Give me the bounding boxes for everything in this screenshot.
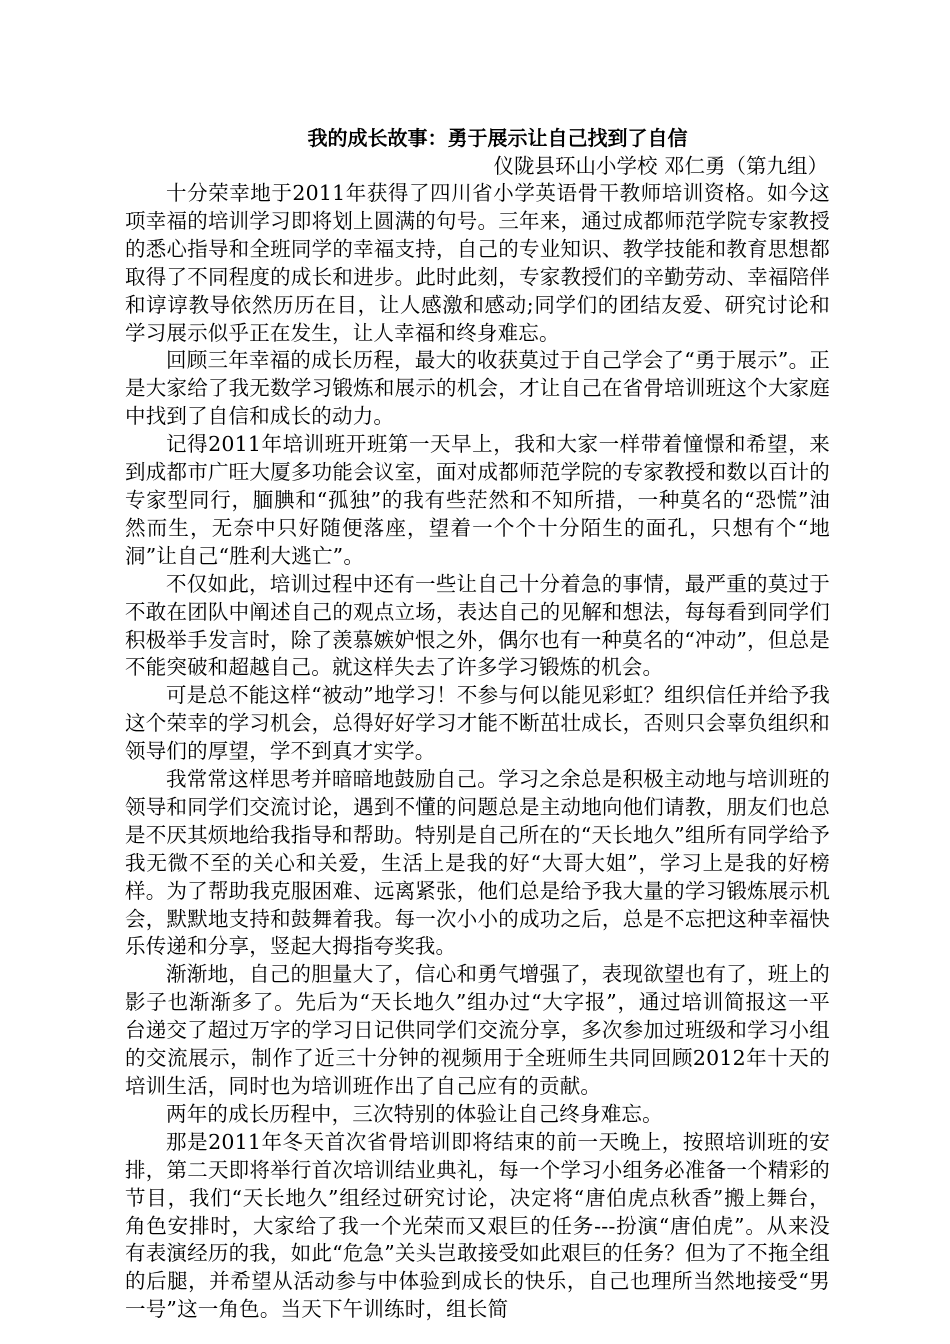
document-title: 我的成长故事：勇于展示让自己找到了自信: [307, 126, 688, 150]
paragraph: 我常常这样思考并暗暗地鼓励自己。学习之余总是积极主动地与培训班的领导和同学们交流讨论，遇到不懂的问题总是主动地向他们请教，朋友们也总是不厌其烦地给我指导和帮助。特别是自己所在的“天长地久”组所有同学给予我无微不至的关心和关爱，生活上是我的好“大哥大姐”，学习上是我的好榜样。为了帮助我克服困难、远离紧张，他们总是给予我大量的学习锻炼展示机会，默默地支持和鼓舞着我。每一次小小的成功之后，总是不忘把这种幸福快乐传递和分享，竖起大拇指夸奖我。: [125, 767, 830, 959]
paragraph: 两年的成长历程中，三次特别的体验让自己终身难忘。: [166, 1101, 663, 1126]
paragraph: 可是总不能这样“被动”地学习！不参与何以能见彩虹？组织信任并给予我这个荣幸的学习机会，总得好好学习才能不断茁壮成长，否则只会辜负组织和领导们的厚望，学不到真才实学。: [125, 683, 830, 764]
document-page: [125, 124, 830, 1324]
paragraph: 回顾三年幸福的成长历程，最大的收获莫过于自己学会了“勇于展示”。正是大家给了我无数学习锻炼和展示的机会，才让自己在省骨培训班这个大家庭中找到了自信和成长的动力。: [125, 348, 830, 429]
author-line: 仪陇县环山小学校 邓仁勇（第九组）: [493, 154, 828, 178]
paragraph: 记得2011年培训班开班第一天早上，我和大家一样带着憧憬和希望，来到成都市广旺大厦多功能会议室，面对成都师范学院的专家教授和数以百计的专家型同行，腼腆和“孤独”的我有些茫然和不知所措，一种莫名的“恐慌”油然而生，无奈中只好随便落座，望着一个个十分陌生的面孔，只想有个“地洞”让自己“胜利大逃亡”。: [125, 432, 830, 568]
paragraph: 那是2011年冬天首次省骨培训即将结束的前一天晚上，按照培训班的安排，第二天即将举行首次培训结业典礼，每一个学习小组务必准备一个精彩的节目，我们“天长地久”组经过研究讨论，决定将“唐伯虎点秋香”搬上舞台，角色安排时，大家给了我一个光荣而又艰巨的任务---扮演“唐伯虎”。从来没有表演经历的我，如此“危急”关头岂敢接受如此艰巨的任务？但为了不拖全组的后腿，并希望从活动参与中体验到成长的快乐，自己也理所当然地接受“男一号”这一角色。当天下午训练时，组长简: [125, 1129, 830, 1322]
paragraph: 十分荣幸地于2011年获得了四川省小学英语骨干教师培训资格。如今这项幸福的培训学习即将划上圆满的句号。三年来，通过成都师范学院专家教授的悉心指导和全班同学的幸福支持，自己的专业知识、教学技能和教育思想都取得了不同程度的成长和进步。此时此刻，专家教授们的辛勤劳动、幸福陪伴和谆谆教导依然历历在目，让人感激和感动;同学们的团结友爱、研究讨论和学习展示似乎正在发生，让人幸福和终身难忘。: [125, 181, 830, 345]
paragraph: 不仅如此，培训过程中还有一些让自己十分着急的事情，最严重的莫过于不敢在团队中阐述自己的观点立场，表达自己的见解和想法，每每看到同学们积极举手发言时，除了羡慕嫉妒恨之外，偶尔也有一种莫名的“冲动”，但总是不能突破和超越自己。就这样失去了许多学习锻炼的机会。: [125, 571, 830, 680]
paragraph: 渐渐地，自己的胆量大了，信心和勇气增强了，表现欲望也有了，班上的影子也渐渐多了。先后为“天长地久”组办过“大字报”，通过培训简报这一平台递交了超过万字的学习日记供同学们交流分享，多次参加过班级和学习小组的交流展示，制作了近三十分钟的视频用于全班师生共同回顾2012年十天的培训生活，同时也为培训班作出了自己应有的贡献。: [125, 962, 830, 1098]
